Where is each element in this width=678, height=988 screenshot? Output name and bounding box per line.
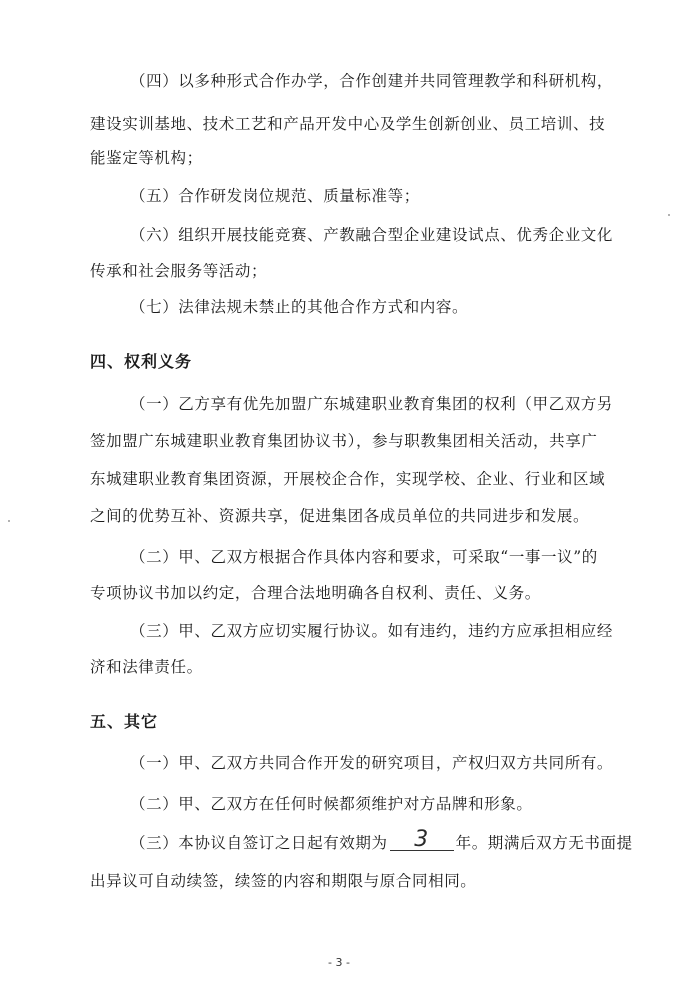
paragraph-line: （三）甲、乙双方应切实履行协议。如有违约，违约方应承担相应经 (130, 622, 614, 640)
paragraph-line: 之间的优势互补、资源共享，促进集团各成员单位的共同进步和发展。 (90, 507, 590, 525)
paragraph-line: （四）以多种形式合作办学，合作创建并共同管理教学和科研机构， (130, 72, 614, 90)
paragraph-line: 济和法律责任。 (90, 658, 203, 676)
section-heading-other: 五、其它 (90, 712, 159, 731)
paragraph-line: （一）甲、乙双方共同合作开发的研究项目，产权归双方共同所有。 (130, 754, 614, 772)
section-heading-rights: 四、权利义务 (90, 352, 193, 371)
paragraph-line: （二）甲、乙双方根据合作具体内容和要求，可采取“一事一议”的 (130, 548, 598, 566)
paragraph-line: 能鉴定等机构； (90, 149, 203, 167)
paragraph-line: 东城建职业教育集团资源，开展校企合作，实现学校、企业、行业和区域 (90, 470, 606, 488)
scan-speck (668, 214, 670, 216)
term-prefix: （三）本协议自签订之日起有效期为 (130, 834, 388, 852)
term-line (130, 827, 633, 854)
paragraph-line: （一）乙方享有优先加盟广东城建职业教育集团的权利（甲乙双方另 (130, 395, 614, 413)
paragraph-line: （六）组织开展技能竞赛、产教融合型企业建设试点、优秀企业文化 (130, 226, 614, 244)
paragraph-line: 建设实训基地、技术工艺和产品开发中心及学生创新创业、员工培训、技 (90, 115, 606, 133)
term-suffix: 年。期满后双方无书面提 (455, 834, 633, 852)
page-number: - 3 - (328, 956, 350, 969)
paragraph-line: （二）甲、乙双方在任何时候都须维护对方品牌和形象。 (130, 795, 533, 813)
paragraph-line: （五）合作研发岗位规范、质量标准等； (130, 187, 420, 205)
paragraph-line: （七）法律法规未禁止的其他合作方式和内容。 (130, 298, 469, 316)
paragraph-line: 传承和社会服务等活动； (90, 262, 268, 280)
handwritten-term-value: 3 (390, 830, 454, 851)
paragraph-line: 签加盟广东城建职业教育集团协议书），参与职教集团相关活动，共享广 (90, 432, 598, 450)
paragraph-line: 专项协议书加以约定，合理合法地明确各自权利、责任、义务。 (90, 584, 541, 602)
paragraph-line: 出异议可自动续签，续签的内容和期限与原合同相同。 (90, 872, 477, 890)
scan-speck (8, 520, 10, 522)
